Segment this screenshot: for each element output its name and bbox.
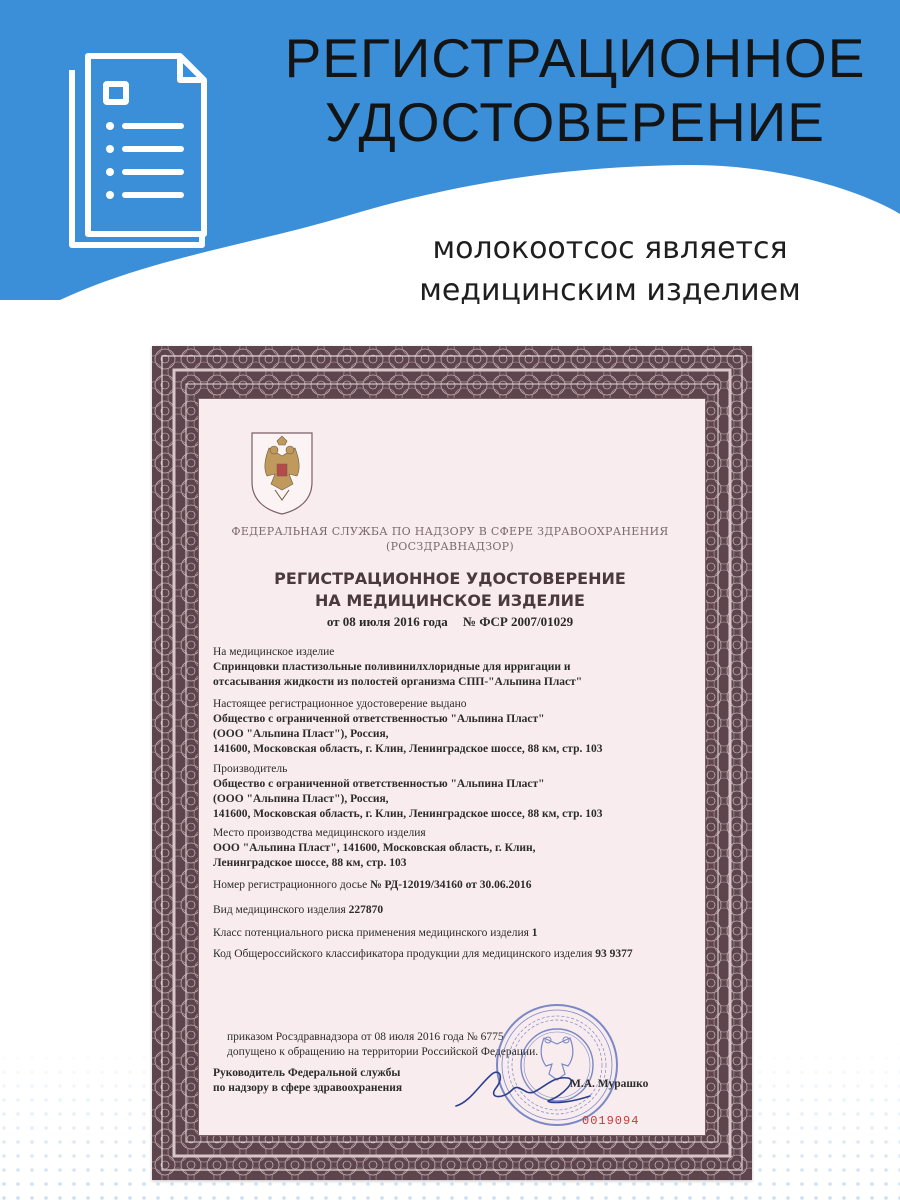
issued-label: Настоящее регистрационное удостоверение выдано bbox=[213, 698, 467, 710]
manufacturer-line1: Общество с ограниченной ответственностью "Альпина Пласт" bbox=[213, 778, 545, 790]
subtitle-line2: медицинским изделием bbox=[419, 273, 801, 308]
certificate-title-line1: РЕГИСТРАЦИОННОЕ УДОСТОВЕРЕНИЕ bbox=[274, 569, 626, 588]
certificate-date: от 08 июля 2016 года bbox=[326, 614, 448, 629]
risk-label: Класс потенциального риска применения медицинского изделия bbox=[213, 927, 532, 939]
page-title bbox=[250, 26, 900, 154]
dossier-value: № РД-12019/34160 от 30.06.2016 bbox=[370, 879, 532, 891]
manufacturer-line2: (ООО "Альпина Пласт"), Россия, bbox=[213, 793, 389, 805]
certificate-date-number bbox=[160, 614, 740, 630]
agency-name-line2: (РОСЗДРАВНАДЗОР) bbox=[386, 540, 514, 553]
production-line1: ООО "Альпина Пласт", 141600, Московская область, г. Клин, bbox=[213, 842, 536, 854]
okp-label: Код Общероссийского классификатора продукции для медицинского изделия bbox=[213, 948, 596, 960]
risk-row bbox=[213, 926, 693, 941]
issued-section bbox=[213, 697, 693, 757]
agency-name-line1: ФЕДЕРАЛЬНАЯ СЛУЖБА ПО НАДЗОРУ В СФЕРЕ ЗДРАВООХРАНЕНИЯ bbox=[231, 525, 669, 538]
dossier-row bbox=[213, 878, 693, 893]
agency-name bbox=[180, 524, 720, 554]
signer-name: М.А. Мурашко bbox=[570, 1078, 649, 1090]
device-name-line1: Спринцовки пластизольные поливинилхлоридные для ирригации и bbox=[213, 661, 571, 673]
production-line2: Ленинградское шоссе, 88 км, стр. 103 bbox=[213, 857, 407, 869]
head-line2: по надзору в сфере здравоохранения bbox=[213, 1082, 403, 1094]
production-section bbox=[213, 826, 693, 871]
kind-value: 227870 bbox=[348, 904, 384, 916]
order-line2: допущено к обращению на территории Российской Федерации. bbox=[227, 1046, 539, 1058]
subtitle bbox=[380, 228, 840, 312]
subtitle-line1: молокоотсос является bbox=[432, 231, 788, 266]
page-title-line2: УДОСТОВЕРЕНИЕ bbox=[325, 91, 825, 153]
certificate-title bbox=[160, 568, 740, 612]
dossier-label: Номер регистрационного досье bbox=[213, 879, 371, 891]
issued-line1: Общество с ограниченной ответственностью "Альпина Пласт" bbox=[213, 713, 545, 725]
certificate-title-line2: НА МЕДИЦИНСКОЕ ИЗДЕЛИЕ bbox=[315, 591, 585, 610]
page-title-line1: РЕГИСТРАЦИОННОЕ bbox=[284, 27, 866, 89]
certificate-number: № ФСР 2007/01029 bbox=[463, 614, 574, 629]
document-icon bbox=[62, 52, 212, 252]
okp-value: 93 9377 bbox=[595, 948, 633, 960]
kind-label: Вид медицинского изделия bbox=[213, 904, 349, 916]
risk-value: 1 bbox=[531, 927, 538, 939]
device-section bbox=[213, 645, 693, 690]
manufacturer-section bbox=[213, 762, 693, 822]
okp-row bbox=[213, 947, 693, 962]
serial-number: 0019094 bbox=[582, 1114, 640, 1128]
device-label: На медицинское изделие bbox=[213, 646, 335, 658]
kind-row bbox=[213, 903, 693, 918]
russian-coat-of-arms-icon bbox=[249, 430, 315, 516]
order-line1: приказом Росздравнадзора от 08 июля 2016 года № 6775 bbox=[227, 1031, 504, 1043]
issued-line3: 141600, Московская область, г. Клин, Ленинградское шоссе, 88 км, стр. 103 bbox=[213, 743, 603, 755]
head-line1: Руководитель Федеральной службы bbox=[213, 1067, 401, 1079]
manufacturer-line3: 141600, Московская область, г. Клин, Ленинградское шоссе, 88 км, стр. 103 bbox=[213, 808, 603, 820]
device-name-line2: отсасывания жидкости из полостей организма СПП-"Альпина Пласт" bbox=[213, 676, 583, 688]
production-label: Место производства медицинского изделия bbox=[213, 827, 426, 839]
manufacturer-label: Производитель bbox=[213, 763, 288, 775]
issued-line2: (ООО "Альпина Пласт"), Россия, bbox=[213, 728, 389, 740]
